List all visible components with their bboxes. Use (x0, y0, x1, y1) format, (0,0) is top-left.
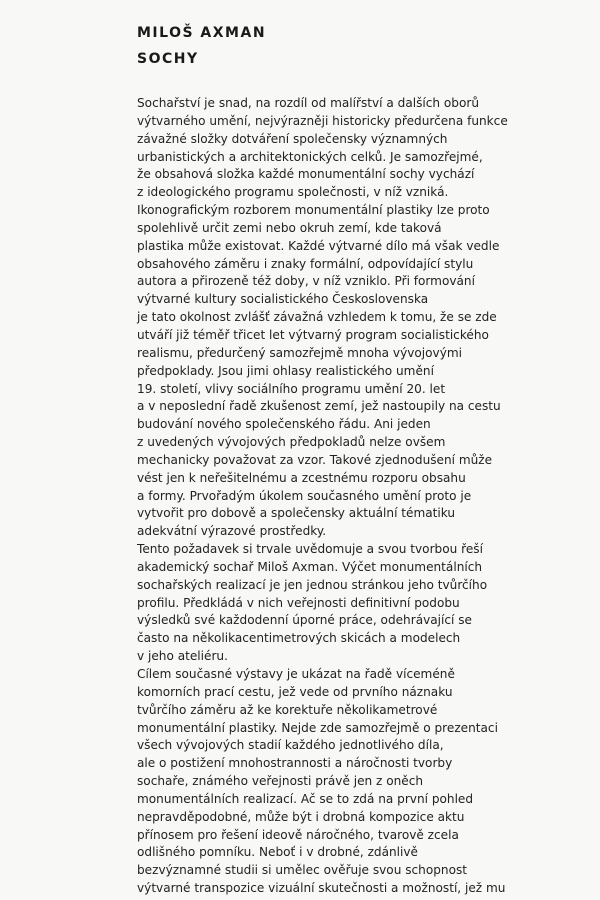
text-line: Tento požadavek si trvale uvědomuje a svou tvorbou řeší (137, 542, 483, 557)
text-line: komorních prací cestu, jež vede od prvního náznaku (137, 684, 453, 699)
text-line: nepravděpodobné, může být i drobná kompozice aktu (137, 809, 465, 824)
text-line: vést jen k neřešitelnému a zcestnému rozporu obsahu (137, 470, 466, 485)
text-line: realismu, předurčený samozřejmě mnoha vývojovými (137, 345, 463, 360)
text-line: odlišného pomníku. Neboť i v drobné, zdánlivě (137, 845, 419, 860)
text-line: že obsahová složka každé monumentální sochy vychází (137, 167, 475, 182)
text-line: výtvarného umění, nejvýrazněji historicky předurčena funkce (137, 113, 508, 128)
text-line: urbanistických a architektonických celků. Je samozřejmé, (137, 149, 483, 164)
text-line: monumentálních realizací. Ač se to zdá na první pohled (137, 791, 474, 806)
text-line: adekvátní výrazové prostředky. (137, 524, 327, 539)
text-line: Ikonografickým rozborem monumentální plastiky lze proto (137, 203, 490, 218)
text-line: často na několikacentimetrových skicách a modelech (137, 631, 461, 646)
text-line: bezvýznamné studii si umělec ověřuje svou schopnost (137, 863, 468, 878)
body-text (137, 95, 567, 898)
text-line: výtvarné transpozice vizuální skutečnosti a možností, jež mu (137, 881, 506, 896)
text-line: monumentální plastiky. Nejde zde samozřejmě o prezentaci (137, 720, 498, 735)
text-line: Sochařství je snad, na rozdíl od malířství a dalších oborů (137, 96, 480, 110)
text-line: 19. století, vlivy sociálního programu umění 20. let (137, 381, 446, 396)
text-line: plastika může existovat. Každé výtvarné dílo má však vedle (137, 238, 500, 253)
text-line: budování nového společenského řádu. Ani jeden (137, 417, 431, 432)
text-line: a v neposlední řadě zkušenost zemí, jež nastoupily na cestu (137, 399, 501, 414)
text-line: je tato okolnost zvlášť závažná vzhledem k tomu, že se zde (137, 310, 497, 325)
text-line: Cílem současné výstavy je ukázat na řadě víceméně (137, 667, 455, 681)
document-header (137, 20, 557, 72)
text-line: ale o postižení mnohostrannosti a náročnosti tvorby (137, 756, 453, 771)
text-line: přínosem pro řešení ideově náročného, tvarově zcela (137, 827, 459, 842)
text-line: autora a přirozeně též doby, v níž vzniklo. Při formování (137, 274, 475, 289)
text-line: sochaře, známého veřejnosti právě jen z oněch (137, 774, 424, 789)
text-line: z ideologického programu společnosti, v níž vzniká. (137, 185, 449, 200)
text-line: předpoklady. Jsou jimi ohlasy realistického umění (137, 363, 434, 378)
text-line: profilu. Předkládá v nich veřejnosti definitivní podobu (137, 595, 460, 610)
text-line: všech vývojových stadií každého jednotlivého díla, (137, 738, 444, 753)
text-line: mechanicky považovat za vzor. Takové zjednodušení může (137, 452, 493, 467)
text-line: z uvedených vývojových předpokladů nelze ovšem (137, 435, 446, 450)
text-line: utváří již téměř třicet let výtvarný program socialistického (137, 327, 489, 342)
text-line: obsahového záměru i znaky formální, odpovídající stylu (137, 256, 474, 271)
text-line: v jeho ateliéru. (137, 649, 228, 664)
text-line: sochařských realizací je jen jednou stránkou jeho tvůrčího (137, 577, 488, 592)
text-line: tvůrčího záměru až ke korektuře několikametrové (137, 702, 438, 717)
author-name: MILOŠ AXMAN (137, 25, 267, 41)
text-line: spolehlivě určit zemi nebo okruh zemí, kde taková (137, 220, 442, 235)
text-line: akademický sochař Miloš Axman. Výčet monumentálních (137, 559, 483, 574)
text-line: závažné složky dotváření společensky významných (137, 131, 448, 146)
document-title: SOCHY (137, 51, 199, 67)
text-line: výtvarné kultury socialistického Československa (137, 292, 429, 307)
text-line: výsledků své každodenní úporné práce, odehrávající se (137, 613, 472, 628)
text-line: a formy. Prvořadým úkolem současného umění proto je (137, 488, 472, 503)
text-line: vytvořit pro dobově a společensky aktuální tématiku (137, 506, 456, 521)
